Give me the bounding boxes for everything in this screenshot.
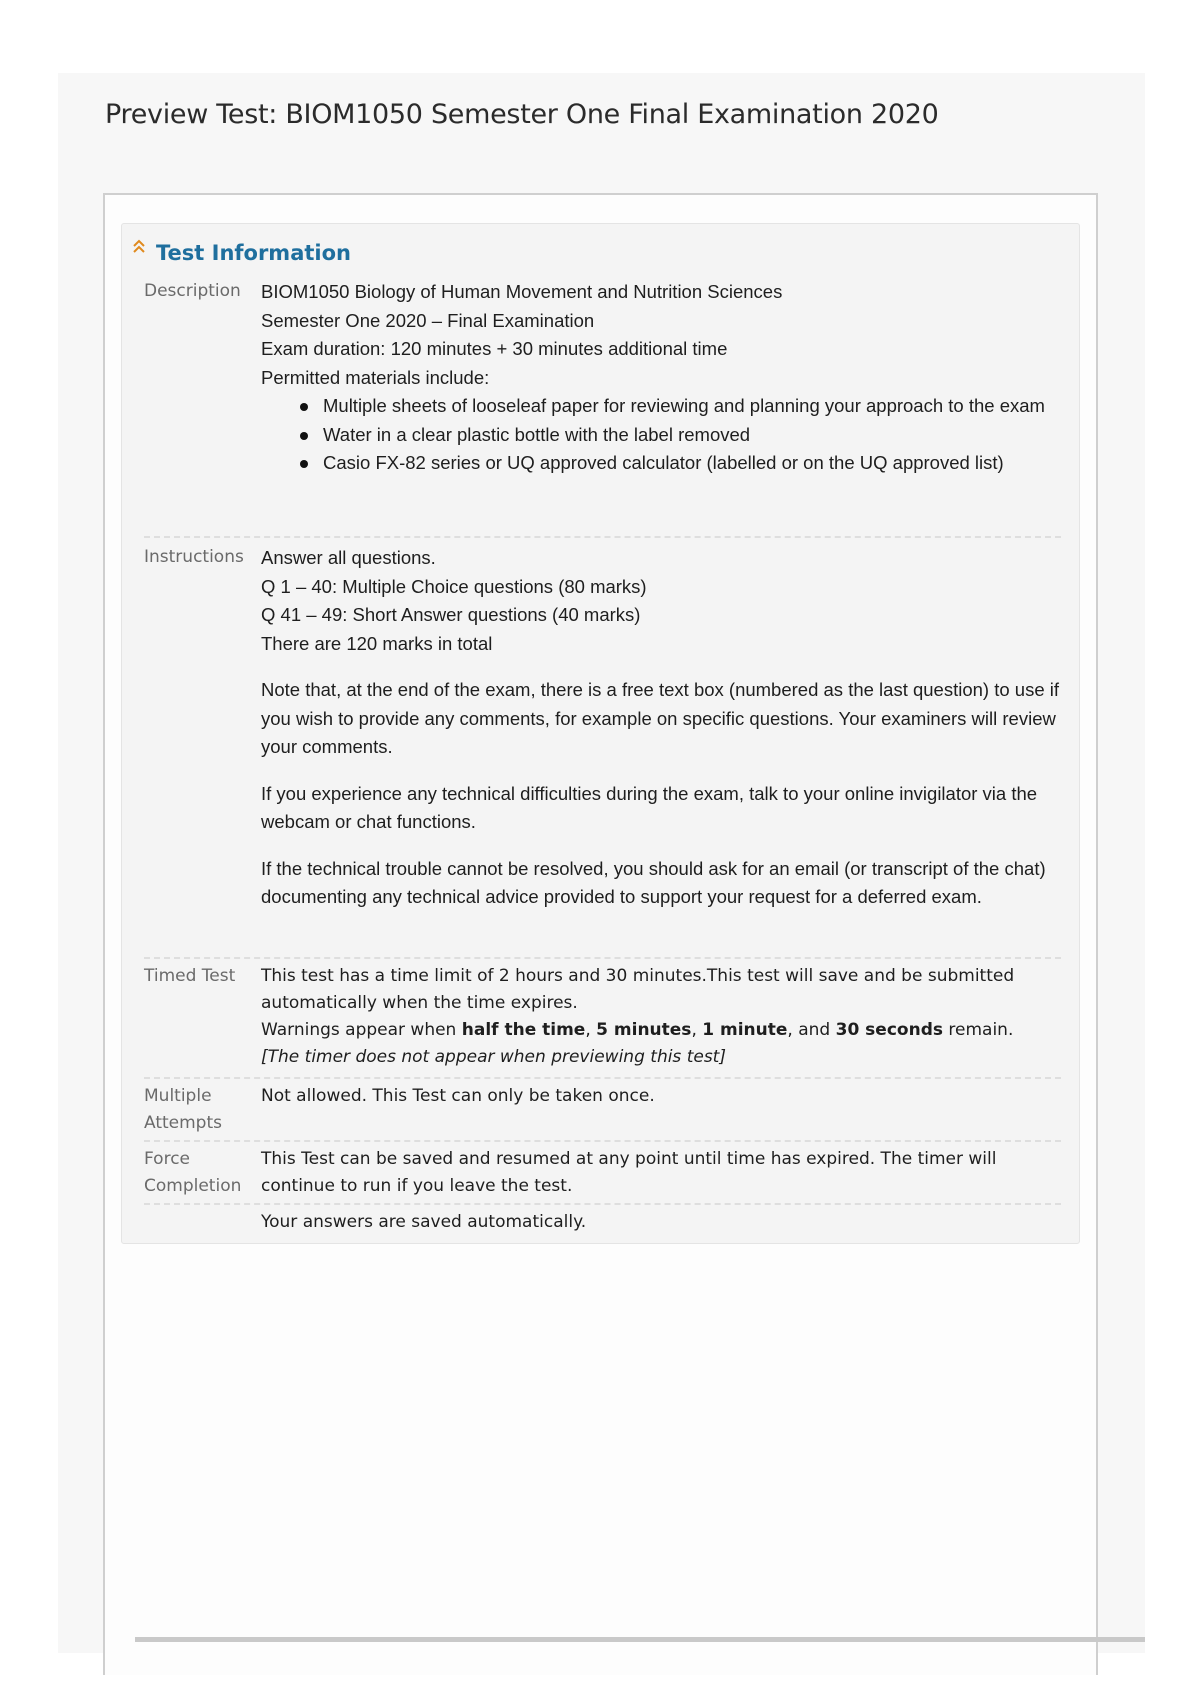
test-information-panel xyxy=(121,223,1080,1244)
warnings-separator: , xyxy=(691,1020,703,1040)
timer-note-text: [The timer does not appear when previewing this test] xyxy=(261,1047,726,1067)
description-line: Exam duration: 120 minutes + 30 minutes additional time xyxy=(261,338,728,359)
list-item: Casio FX-82 series or UQ approved calculator (labelled or on the UQ approved list) xyxy=(323,449,1061,478)
horizontal-scrollbar[interactable] xyxy=(135,1637,1145,1642)
warning-1-minute: 1 minute xyxy=(702,1020,788,1040)
timed-test-label: Timed Test xyxy=(144,966,236,986)
time-limit-text: This test has a time limit of 2 hours and 30 minutes.This test will save and be submitted automatically when the time expires. xyxy=(261,966,1015,1013)
warning-half-time: half the time xyxy=(461,1020,586,1040)
autosave-label xyxy=(144,1209,261,1236)
multiple-attempts-value: Not allowed. This Test can only be taken once. xyxy=(261,1086,655,1106)
instruction-line: There are 120 marks in total xyxy=(261,632,493,654)
label-line: Multiple xyxy=(144,1086,212,1106)
warnings-text xyxy=(261,1017,1061,1044)
timed-test-row xyxy=(144,959,1061,1079)
autosave-row xyxy=(144,1205,1061,1236)
description-value xyxy=(261,278,1061,536)
test-information-toggle[interactable] xyxy=(132,238,351,270)
description-line: BIOM1050 Biology of Human Movement and Nutrition Sciences xyxy=(261,281,783,302)
warnings-separator: , xyxy=(585,1020,597,1040)
page-title: Preview Test: BIOM1050 Semester One Final Examination 2020 xyxy=(105,99,939,130)
timer-preview-note xyxy=(261,1044,1061,1071)
instructions-value xyxy=(261,544,1061,957)
description-label: Description xyxy=(144,281,241,301)
description-line: Semester One 2020 – Final Examination xyxy=(261,309,595,331)
label-line: Attempts xyxy=(144,1113,222,1133)
warning-30-seconds: 30 seconds xyxy=(835,1020,943,1040)
list-item: Multiple sheets of looseleaf paper for reviewing and planning your approach to the exam xyxy=(323,392,1061,421)
instructions-row xyxy=(144,538,1061,959)
instruction-paragraph: Note that, at the end of the exam, there is a free text box (numbered as the last question) to use if you wish to provide any comments, for example on specific questions. Your examiners will review your comments. xyxy=(261,679,1060,757)
description-line: Permitted materials include: xyxy=(261,366,490,388)
label-line: Completion xyxy=(144,1176,242,1196)
force-completion-row xyxy=(144,1142,1061,1205)
multiple-attempts-label xyxy=(144,1083,261,1140)
warnings-separator: , and xyxy=(787,1020,836,1040)
content-frame xyxy=(103,193,1098,1675)
list-item: Water in a clear plastic bottle with the label removed xyxy=(323,421,1061,450)
collapse-chevron-up-icon[interactable] xyxy=(132,238,146,256)
instruction-paragraph: If the technical trouble cannot be resolved, you should ask for an email (or transcript of the chat) documenting any technical advice provided to support your request for a deferred exam. xyxy=(261,857,1046,907)
autosave-value: Your answers are saved automatically. xyxy=(261,1212,587,1232)
page-container xyxy=(58,73,1145,1653)
info-rows xyxy=(144,278,1061,1236)
instruction-line: Q 1 – 40: Multiple Choice questions (80 marks) xyxy=(261,575,647,597)
force-completion-label xyxy=(144,1146,261,1203)
warnings-prefix: Warnings appear when xyxy=(261,1020,462,1040)
instruction-paragraph: If you experience any technical difficulties during the exam, talk to your online invigilator via the webcam or chat functions. xyxy=(261,782,1038,832)
description-row xyxy=(144,278,1061,538)
instructions-label: Instructions xyxy=(144,547,244,567)
timed-test-value xyxy=(261,963,1061,1077)
force-completion-value: This Test can be saved and resumed at any point until time has expired. The timer will continue to run if you leave the test. xyxy=(261,1149,997,1196)
section-title: Test Information xyxy=(156,241,351,265)
instruction-line: Answer all questions. xyxy=(261,547,436,568)
warnings-suffix: remain. xyxy=(942,1020,1014,1040)
instruction-line: Q 41 – 49: Short Answer questions (40 marks) xyxy=(261,604,641,625)
warning-5-minutes: 5 minutes xyxy=(596,1020,692,1040)
permitted-materials-list xyxy=(261,392,1061,478)
label-line: Force xyxy=(144,1149,190,1169)
multiple-attempts-row xyxy=(144,1079,1061,1142)
